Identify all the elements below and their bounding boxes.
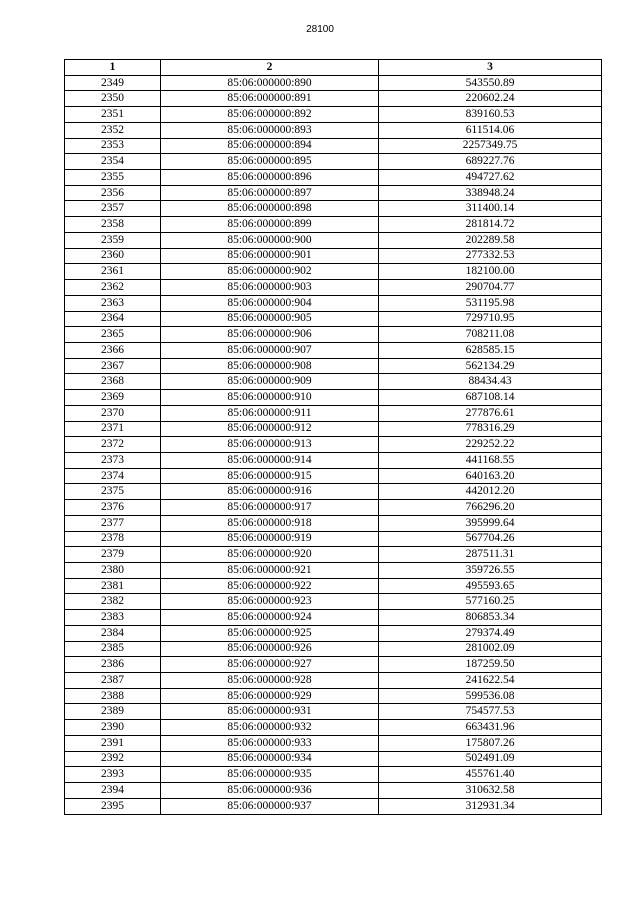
table-row — [65, 735, 602, 751]
row-number-cell: 2393 — [65, 767, 161, 783]
row-number-cell: 2352 — [65, 122, 161, 138]
value-cell: 663431.96 — [379, 720, 602, 736]
row-number-cell: 2374 — [65, 468, 161, 484]
row-number-cell: 2380 — [65, 563, 161, 579]
cadastral-number-cell: 85:06:000000:935 — [161, 767, 379, 783]
row-number-cell: 2375 — [65, 484, 161, 500]
row-number-cell: 2369 — [65, 390, 161, 406]
row-number-cell: 2358 — [65, 217, 161, 233]
value-cell: 839160.53 — [379, 107, 602, 123]
row-number-cell: 2357 — [65, 201, 161, 217]
row-number-cell: 2349 — [65, 75, 161, 91]
cadastral-number-cell: 85:06:000000:891 — [161, 91, 379, 107]
cadastral-number-cell: 85:06:000000:899 — [161, 217, 379, 233]
cadastral-number-cell: 85:06:000000:934 — [161, 751, 379, 767]
table-row — [65, 264, 602, 280]
cadastral-number-cell: 85:06:000000:893 — [161, 122, 379, 138]
cadastral-number-cell: 85:06:000000:917 — [161, 500, 379, 516]
value-cell: 187259.50 — [379, 657, 602, 673]
value-cell: 359726.55 — [379, 563, 602, 579]
cadastral-number-cell: 85:06:000000:898 — [161, 201, 379, 217]
value-cell: 543550.89 — [379, 75, 602, 91]
table-row — [65, 311, 602, 327]
cadastral-number-cell: 85:06:000000:936 — [161, 783, 379, 799]
value-cell: 2257349.75 — [379, 138, 602, 154]
row-number-cell: 2353 — [65, 138, 161, 154]
cadastral-number-cell: 85:06:000000:916 — [161, 484, 379, 500]
data-table — [64, 59, 602, 815]
cadastral-number-cell: 85:06:000000:915 — [161, 468, 379, 484]
row-number-cell: 2355 — [65, 170, 161, 186]
table-row — [65, 138, 602, 154]
table-row — [65, 531, 602, 547]
value-cell: 567704.26 — [379, 531, 602, 547]
table-row — [65, 515, 602, 531]
row-number-cell: 2368 — [65, 374, 161, 390]
value-cell: 754577.53 — [379, 704, 602, 720]
value-cell: 241622.54 — [379, 673, 602, 689]
value-cell: 290704.77 — [379, 280, 602, 296]
value-cell: 182100.00 — [379, 264, 602, 280]
table-row — [65, 610, 602, 626]
row-number-cell: 2361 — [65, 264, 161, 280]
cadastral-number-cell: 85:06:000000:937 — [161, 798, 379, 814]
row-number-cell: 2389 — [65, 704, 161, 720]
row-number-cell: 2388 — [65, 688, 161, 704]
row-number-cell: 2383 — [65, 610, 161, 626]
table-row — [65, 625, 602, 641]
table-row — [65, 421, 602, 437]
cadastral-number-cell: 85:06:000000:903 — [161, 280, 379, 296]
row-number-cell: 2360 — [65, 248, 161, 264]
table-row — [65, 437, 602, 453]
row-number-cell: 2350 — [65, 91, 161, 107]
cadastral-number-cell: 85:06:000000:927 — [161, 657, 379, 673]
table-row — [65, 500, 602, 516]
row-number-cell: 2382 — [65, 594, 161, 610]
table-row — [65, 578, 602, 594]
cadastral-number-cell: 85:06:000000:908 — [161, 358, 379, 374]
value-cell: 279374.49 — [379, 625, 602, 641]
cadastral-number-cell: 85:06:000000:912 — [161, 421, 379, 437]
table-row — [65, 468, 602, 484]
row-number-cell: 2394 — [65, 783, 161, 799]
value-cell: 766296.20 — [379, 500, 602, 516]
row-number-cell: 2356 — [65, 185, 161, 201]
table-row — [65, 563, 602, 579]
cadastral-number-cell: 85:06:000000:928 — [161, 673, 379, 689]
table-body — [65, 75, 602, 814]
row-number-cell: 2370 — [65, 405, 161, 421]
row-number-cell: 2376 — [65, 500, 161, 516]
value-cell: 531195.98 — [379, 295, 602, 311]
cadastral-number-cell: 85:06:000000:890 — [161, 75, 379, 91]
table-row — [65, 657, 602, 673]
row-number-cell: 2379 — [65, 547, 161, 563]
cadastral-number-cell: 85:06:000000:907 — [161, 342, 379, 358]
value-cell: 281814.72 — [379, 217, 602, 233]
value-cell: 729710.95 — [379, 311, 602, 327]
cadastral-number-cell: 85:06:000000:897 — [161, 185, 379, 201]
row-number-cell: 2366 — [65, 342, 161, 358]
cadastral-number-cell: 85:06:000000:896 — [161, 170, 379, 186]
table-row — [65, 673, 602, 689]
value-cell: 599536.08 — [379, 688, 602, 704]
table-row — [65, 594, 602, 610]
table-row — [65, 154, 602, 170]
table-row — [65, 720, 602, 736]
value-cell: 442012.20 — [379, 484, 602, 500]
table-row — [65, 374, 602, 390]
value-cell: 628585.15 — [379, 342, 602, 358]
row-number-cell: 2351 — [65, 107, 161, 123]
cadastral-number-cell: 85:06:000000:905 — [161, 311, 379, 327]
table-row — [65, 704, 602, 720]
cadastral-number-cell: 85:06:000000:910 — [161, 390, 379, 406]
cadastral-number-cell: 85:06:000000:909 — [161, 374, 379, 390]
row-number-cell: 2391 — [65, 735, 161, 751]
value-cell: 395999.64 — [379, 515, 602, 531]
row-number-cell: 2385 — [65, 641, 161, 657]
cadastral-number-cell: 85:06:000000:933 — [161, 735, 379, 751]
table-row — [65, 295, 602, 311]
table-row — [65, 798, 602, 814]
value-cell: 494727.62 — [379, 170, 602, 186]
cadastral-number-cell: 85:06:000000:894 — [161, 138, 379, 154]
row-number-cell: 2377 — [65, 515, 161, 531]
table-row — [65, 358, 602, 374]
table-row — [65, 122, 602, 138]
cadastral-number-cell: 85:06:000000:900 — [161, 232, 379, 248]
value-cell: 708211.08 — [379, 327, 602, 343]
table-row — [65, 767, 602, 783]
table-row — [65, 170, 602, 186]
cadastral-number-cell: 85:06:000000:892 — [161, 107, 379, 123]
value-cell: 312931.34 — [379, 798, 602, 814]
value-cell: 611514.06 — [379, 122, 602, 138]
cadastral-number-cell: 85:06:000000:921 — [161, 563, 379, 579]
cadastral-number-cell: 85:06:000000:926 — [161, 641, 379, 657]
table-row — [65, 452, 602, 468]
value-cell: 310632.58 — [379, 783, 602, 799]
cadastral-number-cell: 85:06:000000:902 — [161, 264, 379, 280]
cadastral-number-cell: 85:06:000000:931 — [161, 704, 379, 720]
column-header-2: 2 — [161, 60, 379, 76]
table-header-row — [65, 60, 602, 76]
row-number-cell: 2373 — [65, 452, 161, 468]
table-row — [65, 641, 602, 657]
row-number-cell: 2378 — [65, 531, 161, 547]
cadastral-number-cell: 85:06:000000:895 — [161, 154, 379, 170]
cadastral-number-cell: 85:06:000000:904 — [161, 295, 379, 311]
row-number-cell: 2362 — [65, 280, 161, 296]
value-cell: 281002.09 — [379, 641, 602, 657]
row-number-cell: 2381 — [65, 578, 161, 594]
value-cell: 806853.34 — [379, 610, 602, 626]
value-cell: 562134.29 — [379, 358, 602, 374]
value-cell: 441168.55 — [379, 452, 602, 468]
value-cell: 640163.20 — [379, 468, 602, 484]
column-header-3: 3 — [379, 60, 602, 76]
value-cell: 577160.25 — [379, 594, 602, 610]
row-number-cell: 2392 — [65, 751, 161, 767]
table-row — [65, 232, 602, 248]
value-cell: 220602.24 — [379, 91, 602, 107]
cadastral-number-cell: 85:06:000000:932 — [161, 720, 379, 736]
value-cell: 502491.09 — [379, 751, 602, 767]
value-cell: 175807.26 — [379, 735, 602, 751]
cadastral-number-cell: 85:06:000000:906 — [161, 327, 379, 343]
table-row — [65, 217, 602, 233]
cadastral-number-cell: 85:06:000000:925 — [161, 625, 379, 641]
cadastral-number-cell: 85:06:000000:911 — [161, 405, 379, 421]
row-number-cell: 2367 — [65, 358, 161, 374]
table-row — [65, 342, 602, 358]
row-number-cell: 2395 — [65, 798, 161, 814]
cadastral-number-cell: 85:06:000000:922 — [161, 578, 379, 594]
value-cell: 311400.14 — [379, 201, 602, 217]
row-number-cell: 2386 — [65, 657, 161, 673]
table-row — [65, 405, 602, 421]
row-number-cell: 2354 — [65, 154, 161, 170]
value-cell: 689227.76 — [379, 154, 602, 170]
value-cell: 287511.31 — [379, 547, 602, 563]
table-row — [65, 185, 602, 201]
value-cell: 778316.29 — [379, 421, 602, 437]
value-cell: 202289.58 — [379, 232, 602, 248]
cadastral-number-cell: 85:06:000000:901 — [161, 248, 379, 264]
cadastral-number-cell: 85:06:000000:913 — [161, 437, 379, 453]
table-row — [65, 327, 602, 343]
table-row — [65, 248, 602, 264]
row-number-cell: 2363 — [65, 295, 161, 311]
cadastral-number-cell: 85:06:000000:918 — [161, 515, 379, 531]
table-row — [65, 201, 602, 217]
cadastral-number-cell: 85:06:000000:914 — [161, 452, 379, 468]
row-number-cell: 2372 — [65, 437, 161, 453]
row-number-cell: 2371 — [65, 421, 161, 437]
row-number-cell: 2359 — [65, 232, 161, 248]
cadastral-number-cell: 85:06:000000:924 — [161, 610, 379, 626]
row-number-cell: 2364 — [65, 311, 161, 327]
table-row — [65, 783, 602, 799]
cadastral-number-cell: 85:06:000000:920 — [161, 547, 379, 563]
row-number-cell: 2387 — [65, 673, 161, 689]
table-row — [65, 547, 602, 563]
table-row — [65, 390, 602, 406]
value-cell: 338948.24 — [379, 185, 602, 201]
value-cell: 687108.14 — [379, 390, 602, 406]
value-cell: 229252.22 — [379, 437, 602, 453]
value-cell: 495593.65 — [379, 578, 602, 594]
table-row — [65, 484, 602, 500]
value-cell: 277876.61 — [379, 405, 602, 421]
cadastral-number-cell: 85:06:000000:919 — [161, 531, 379, 547]
value-cell: 277332.53 — [379, 248, 602, 264]
column-header-1: 1 — [65, 60, 161, 76]
table-row — [65, 75, 602, 91]
table-row — [65, 280, 602, 296]
row-number-cell: 2365 — [65, 327, 161, 343]
cadastral-number-cell: 85:06:000000:929 — [161, 688, 379, 704]
row-number-cell: 2390 — [65, 720, 161, 736]
cadastral-number-cell: 85:06:000000:923 — [161, 594, 379, 610]
row-number-cell: 2384 — [65, 625, 161, 641]
value-cell: 455761.40 — [379, 767, 602, 783]
table-row — [65, 107, 602, 123]
page-number: 28100 — [306, 24, 334, 35]
value-cell: 88434.43 — [379, 374, 602, 390]
table-row — [65, 751, 602, 767]
table-row — [65, 91, 602, 107]
table-row — [65, 688, 602, 704]
